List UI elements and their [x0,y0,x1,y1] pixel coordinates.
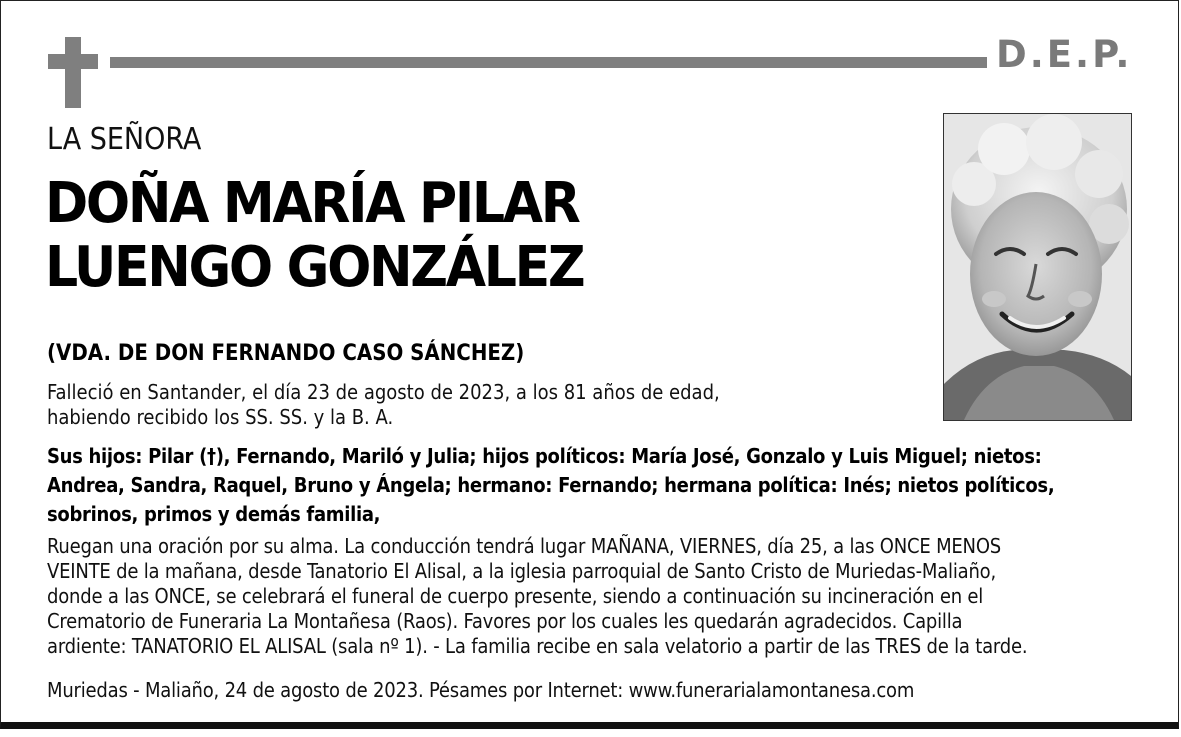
deceased-name [45,172,863,300]
footer-line: Muriedas - Maliaño, 24 de agosto de 2023. Pésames por Internet: www.funerarialamontanesa.com [47,678,915,702]
cross-vertical-bar [65,37,81,108]
death-details-line2: habiendo recibido los SS. SS. y la B. A. [47,405,394,429]
portrait-photo [943,113,1132,421]
portrait-illustration [944,114,1131,420]
death-details [47,380,907,430]
service-details-line2: VEINTE de la mañana, desde Tanatorio El Alisal, a la iglesia parroquial de Santo Cristo de Muriedas-Maliaño, [47,559,996,583]
family-list-line2: Andrea, Sandra, Raquel, Bruno y Ángela; hermano: Fernando; hermana política: Inés; nietos políticos, [47,473,1055,497]
service-details [47,534,1162,659]
title-prefix: LA SEÑORA [47,122,202,157]
family-list-line1: Sus hijos: Pilar (†), Fernando, Mariló y Julia; hijos políticos: María José, Gonzalo y Luis Miguel; nietos: [47,444,1042,468]
death-details-line1: Falleció en Santander, el día 23 de agosto de 2023, a los 81 años de edad, [47,380,720,404]
service-details-line4: Crematorio de Funeraria La Montañesa (Raos). Favores por los cuales les quedarán agradecidos. Capilla [47,609,963,633]
service-details-line1: Ruegan una oración por su alma. La conducción tendrá lugar MAÑANA, VIERNES, día 25, a las ONCE MENOS [47,534,1002,558]
service-details-line5: ardiente: TANATORIO EL ALISAL (sala nº 1). - La familia recibe en sala velatorio a partir de las TRES de la tarde. [47,634,1028,658]
header-rule [110,57,987,68]
family-list [47,442,1157,529]
dep-label: D.E.P. [996,33,1133,76]
deceased-name-line2: LUENGO GONZÁLEZ [45,235,584,300]
deceased-name-line1: DOÑA MARÍA PILAR [45,171,579,236]
cross-horizontal-bar [48,54,98,69]
family-list-line3: sobrinos, primos y demás familia, [47,502,381,526]
service-details-line3: donde a las ONCE, se celebrará el funeral de cuerpo presente, siendo a continuación su incineración en el [47,584,984,608]
widow-of: (VDA. DE DON FERNANDO CASO SÁNCHEZ) [47,341,525,366]
